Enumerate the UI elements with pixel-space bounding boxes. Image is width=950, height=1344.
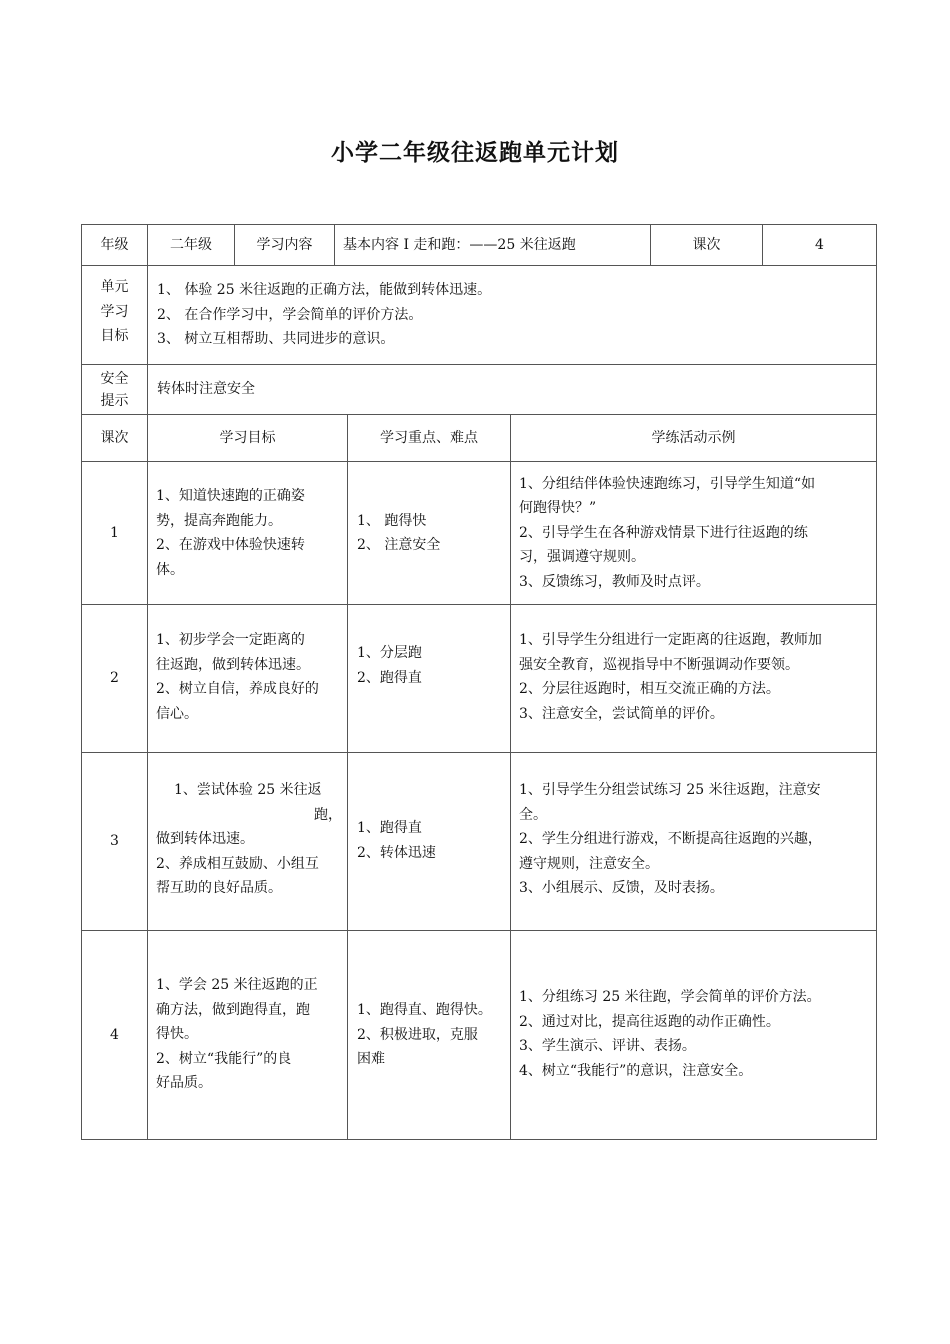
lesson-activities: 1、分组练习 25 米往跑，学会简单的评价方法。 2、通过对比，提高往返跑的动作正确性。 3、学生演示、评讲、表扬。 4、树立“我能行”的意识，注意安全。 [519, 989, 821, 1079]
content-value: 基本内容 I 走和跑：——25 米往返跑 [343, 236, 576, 253]
lesson-focus: 1、跑得直、跑得快。 2、积极进取，克服 困难 [357, 1002, 492, 1067]
list-item: 3、 树立互相帮助、共同进步的意识。 [157, 331, 395, 347]
lesson-goals: 1、初步学会一定距离的 往返跑，做到转体迅速。 2、树立自信，养成良好的 信心。 [156, 632, 319, 722]
col-header-lesson: 课次 [100, 429, 129, 446]
lesson-focus: 1、分层跑 2、跑得直 [357, 645, 422, 686]
lessons-value: 4 [815, 236, 824, 253]
list-item: 2、 在合作学习中，学会简单的评价方法。 [157, 306, 423, 323]
lesson-number: 3 [110, 833, 119, 850]
page-title: 小学二年级往返跑单元计划 [331, 140, 619, 166]
lesson-number: 1 [110, 524, 119, 541]
lesson-goals: 1、知道快速跑的正确姿 势，提高奔跑能力。 2、在游戏中体验快速转 体。 [156, 488, 305, 578]
unit-goals-list [157, 278, 867, 352]
lesson-focus: 1、 跑得快 2、 注意安全 [357, 512, 441, 553]
lesson-number: 4 [110, 1026, 119, 1043]
col-header-focus: 学习重点、难点 [380, 429, 478, 446]
list-item: 1、 体验 25 米往返跑的正确方法，能做到转体迅速。 [157, 282, 492, 298]
grade-value: 二年级 [170, 236, 212, 253]
unit-goals-label: 单元 学习 目标 [100, 279, 129, 344]
lesson-focus: 1、跑得直 2、转体迅速 [357, 820, 436, 861]
col-header-activities: 学练活动示例 [651, 429, 736, 446]
lesson-goals: 1、学会 25 米往返跑的正 确方法，做到跑得直，跑 得快。 2、树立“我能行”的良 好品质。 [156, 977, 318, 1091]
grade-label: 年级 [100, 236, 129, 253]
lesson-number: 2 [110, 670, 119, 687]
lesson-activities: 1、分组结伴体验快速跑练习，引导学生知道“如 何跑得快？” 2、引导学生在各种游戏情景下进行往返跑的练 习，强调遵守规则。 3、反馈练习，教师及时点评。 [519, 475, 816, 590]
lesson-activities: 1、引导学生分组尝试练习 25 米往返跑，注意安 全。 2、学生分组进行游戏，不断提高往返跑的兴趣， 遵守规则，注意安全。 3、小组展示、反馈，及时表扬。 [519, 782, 822, 896]
safety-label: 安全 提示 [100, 370, 129, 409]
col-header-goals: 学习目标 [219, 429, 276, 446]
lessons-label: 课次 [692, 236, 721, 253]
lesson-activities: 1、引导学生分组进行一定距离的往返跑，教师加 强安全教育，巡视指导中不断强调动作要领。 2、分层往返跑时，相互交流正确的方法。 3、注意安全，尝试简单的评价。 [519, 632, 822, 722]
content-label: 学习内容 [256, 236, 313, 253]
lesson-goals: 1、尝试体验 25 米往返 跑， 做到转体迅速。 2、养成相互鼓励、小组互 帮互助的良好品质。 [156, 782, 342, 896]
safety-text: 转体时注意安全 [157, 381, 255, 398]
